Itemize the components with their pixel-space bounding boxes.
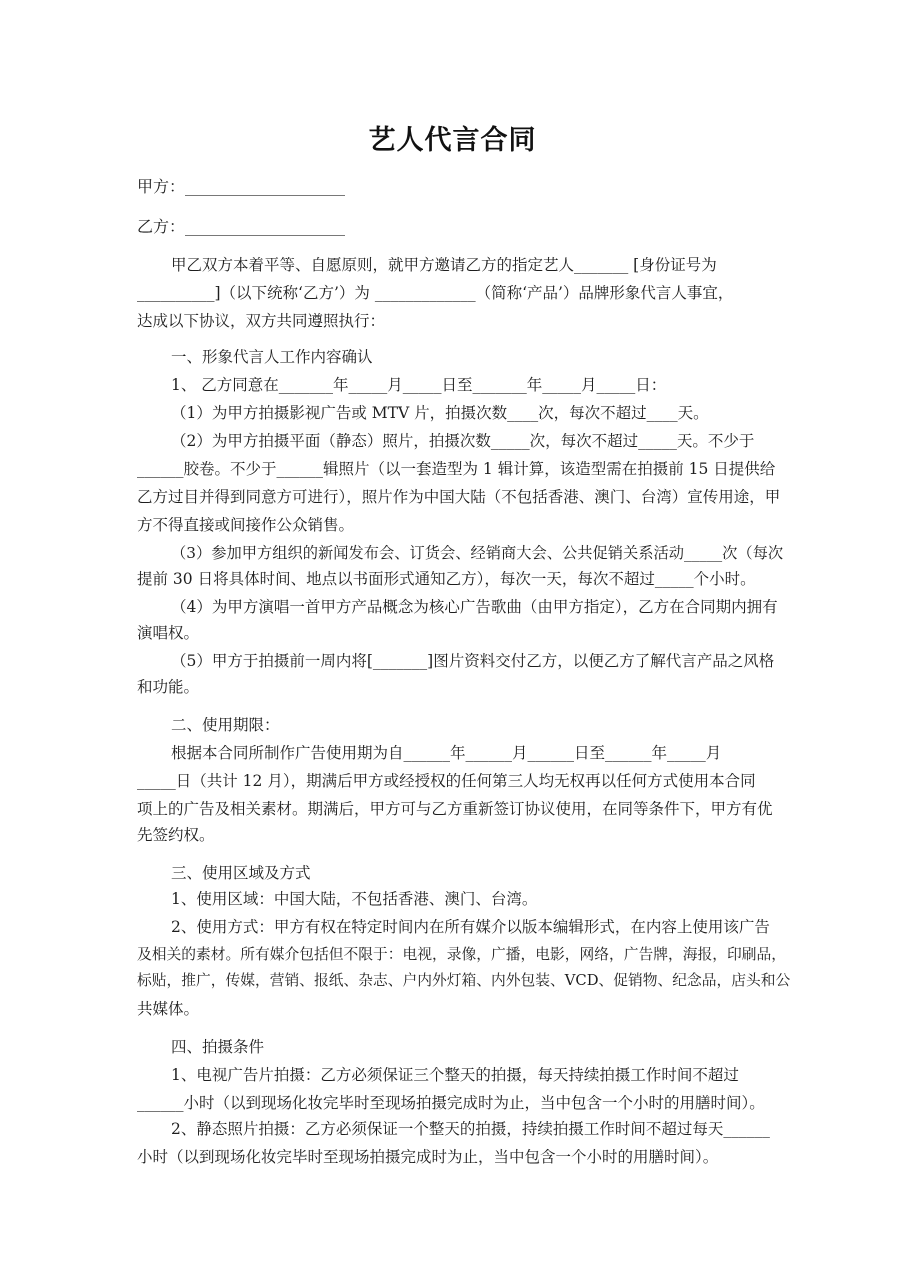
clause-line: （4）为甲方演唱一首甲方产品概念为核心广告歌曲（由甲方指定），乙方在合同期内拥有 <box>171 598 778 616</box>
clause-line: 标贴，推广，传媒，营销、报纸、杂志、户内外灯箱、内外包装、VCD、促销物、纪念品，店头和公 <box>137 972 791 989</box>
intro-line: 达成以下协议，双方共同遵照执行： <box>137 312 386 330</box>
clause-line: （2）为甲方拍摄平面（静态）照片，拍摄次数_____次，每次不超过_____天。不少于 <box>171 432 755 450</box>
clause-line: 先签约权。 <box>137 826 215 844</box>
intro-line: 甲乙双方本着平等、自愿原则，就甲方邀请乙方的指定艺人_______ [身份证号为 <box>171 256 717 274</box>
clause-line: 1、 乙方同意在_______年_____月_____日至_______年_____月_____日： <box>171 376 667 394</box>
section-heading: 二、使用期限： <box>171 716 280 734</box>
clause-line: ______胶卷。不少于______辑照片（以一套造型为 1 辑计算，该造型需在拍摄前 15 日提供给 <box>137 460 776 478</box>
clause-line: _____日（共计 12 月），期满后甲方或经授权的任何第三人均无权再以任何方式使用本合同 <box>137 772 756 790</box>
document-title: 艺人代言合同 <box>368 125 537 156</box>
clause-line: 演唱权。 <box>137 624 200 642</box>
clause-line: 项上的广告及相关素材。期满后，甲方可与乙方重新签订协议使用，在同等条件下，甲方有优 <box>137 800 773 818</box>
section-heading: 三、使用区域及方式 <box>171 864 311 882</box>
clause-line: 1、电视广告片拍摄：乙方必须保证三个整天的拍摄，每天持续拍摄工作时间不超过 <box>171 1066 739 1084</box>
clause-line: 2、使用方式：甲方有权在特定时间内在所有媒介以版本编辑形式，在内容上使用该广告 <box>171 918 770 936</box>
clause-line: 1、使用区域：中国大陆，不包括香港、澳门、台湾。 <box>171 890 538 908</box>
clause-line: ______小时（以到现场化妆完毕时至现场拍摄完成时为止，当中包含一个小时的用膳时间）。 <box>137 1094 765 1112</box>
party-b-line: 乙方：____________________ <box>137 217 346 236</box>
section-heading: 四、拍摄条件 <box>171 1038 265 1056</box>
clause-line: 提前 30 日将具体时间、地点以书面形式通知乙方），每次一天，每次不超过_____个小时。 <box>137 570 756 588</box>
clause-line: 和功能。 <box>137 678 200 696</box>
clause-line: 根据本合同所制作广告使用期为自______年______月______日至______年_____月 <box>171 744 722 762</box>
clause-line: （3）参加甲方组织的新闻发布会、订货会、经销商大会、公共促销关系活动_____次（每次 <box>171 544 784 562</box>
clause-line: （1）为甲方拍摄影视广告或 MTV 片，拍摄次数____次，每次不超过____天。 <box>171 404 709 422</box>
intro-line: __________]（以下统称‘乙方’）为 _____________（简称‘产品’）品牌形象代言人事宜， <box>137 284 734 302</box>
clause-line: 共媒体。 <box>137 1000 200 1018</box>
party-a-line: 甲方：____________________ <box>137 177 346 196</box>
section-heading: 一、形象代言人工作内容确认 <box>171 348 373 366</box>
clause-line: 小时（以到现场化妆完毕时至现场拍摄完成时为止，当中包含一个小时的用膳时间）。 <box>137 1148 719 1166</box>
clause-line: 及相关的素材。所有媒介包括但不限于：电视，录像，广播，电影，网络，广告牌，海报，印刷品， <box>137 946 786 963</box>
clause-line: 2、静态照片拍摄：乙方必须保证一个整天的拍摄，持续拍摄工作时间不超过每天______ <box>171 1120 770 1138</box>
clause-line: 乙方过目并得到同意方可进行），照片作为中国大陆（不包括香港、澳门、台湾）宣传用途，甲 <box>137 488 781 506</box>
clause-line: 方不得直接或间接作公众销售。 <box>137 516 355 534</box>
clause-line: （5）甲方于拍摄前一周内将[_______]图片资料交付乙方，以便乙方了解代言产品之风格 <box>171 652 775 670</box>
